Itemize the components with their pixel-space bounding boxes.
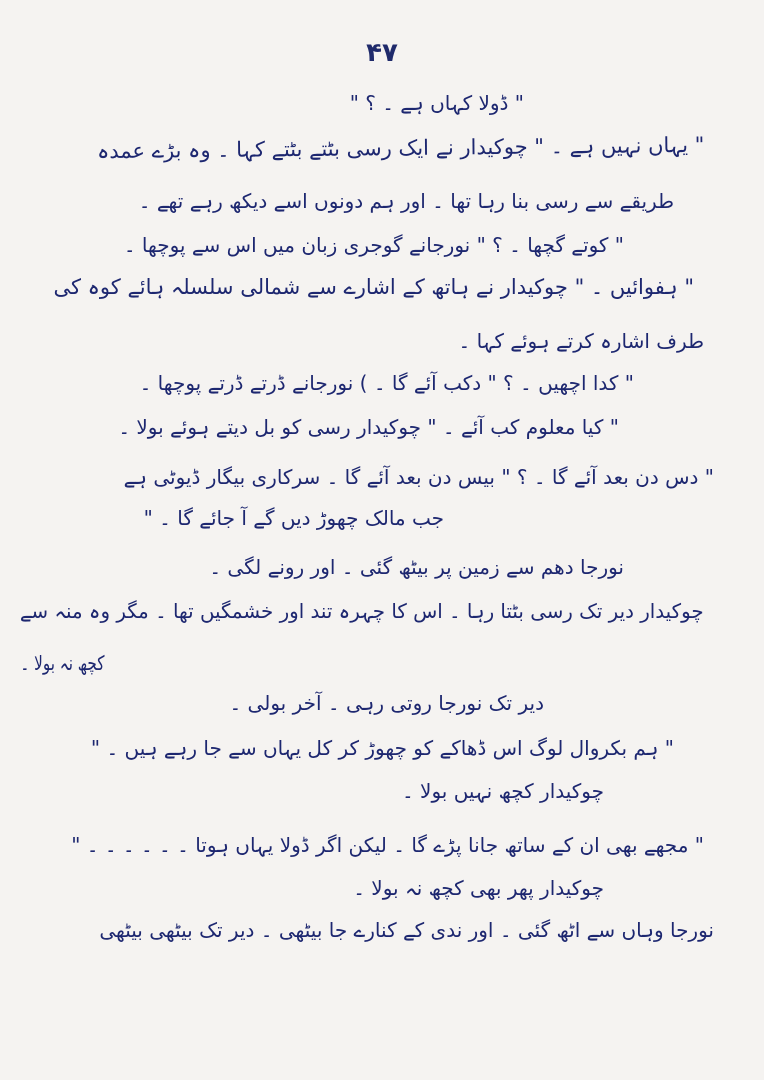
text-line-12: چوکیدار دیر تک رسی بٹتا رہا ۔ اس کا چہرہ تند اور خشمگیں تھا ۔ مگر وہ منہ سے bbox=[20, 599, 704, 623]
text-line-7: " کدا اچھیں ۔ ؟ " دکب آئے گا ۔ ) نورجانے ڈرتے ڈرتے پوچھا ۔ bbox=[139, 371, 634, 395]
text-line-8: " کیا معلوم کب آئے ۔ " چوکیدار رسی کو بل دیتے ہوئے بولا ۔ bbox=[118, 415, 619, 439]
text-line-18: چوکیدار پھر بھی کچھ نہ بولا ۔ bbox=[353, 876, 604, 900]
text-line-15: " ہم بکروال لوگ اس ڈھاکے کو چھوڑ کر کل یہاں سے جا رہے ہیں ۔ " bbox=[90, 736, 674, 760]
text-line-13: کچھ نہ بولا ۔ bbox=[19, 651, 104, 675]
text-line-1: " ڈولا کہاں ہے ۔ ؟ " bbox=[349, 91, 524, 115]
text-line-3: طریقے سے رسی بنا رہا تھا ۔ اور ہم دونوں اسے دیکھ رہے تھے ۔ bbox=[138, 189, 674, 213]
text-line-11: نورجا دھم سے زمین پر بیٹھ گئی ۔ اور رونے لگی ۔ bbox=[209, 555, 624, 579]
text-line-16: چوکیدار کچھ نہیں بولا ۔ bbox=[401, 779, 604, 803]
text-line-5: " ہفوائیں ۔ " چوکیدار نے ہاتھ کے اشارے سے شمالی سلسلہ ہائے کوہ کی bbox=[53, 275, 694, 299]
text-line-10: جب مالک چھوڑ دیں گے آ جائے گا ۔ " bbox=[143, 506, 444, 530]
text-line-19: نورجا وہاں سے اٹھ گئی ۔ اور ندی کے کنارے جا بیٹھی ۔ دیر تک بیٹھی بیٹھی bbox=[99, 918, 714, 942]
text-line-9: " دس دن بعد آئے گا ۔ ؟ " بیس دن بعد آئے گا ۔ سرکاری بیگار ڈیوٹی ہے bbox=[123, 465, 714, 489]
text-line-2: " یہاں نہیں ہے ۔ " چوکیدار نے ایک رسی بٹتے بٹتے کہا ۔ وہ بڑے عمدہ bbox=[96, 132, 705, 164]
page-number: ۴۷ bbox=[366, 38, 398, 68]
text-line-4: " کوتے گچھا ۔ ؟ " نورجانے گوجری زبان میں اس سے پوچھا ۔ bbox=[123, 233, 624, 257]
text-line-17: " مجھے بھی ان کے ساتھ جانا پڑے گا ۔ لیکن اگر ڈولا یہاں ہوتا ۔ ۔ ۔ ۔ ۔ ۔ " bbox=[71, 833, 704, 857]
text-line-14: دیر تک نورجا روتی رہی ۔ آخر بولی ۔ bbox=[229, 691, 544, 715]
text-line-6: طرف اشارہ کرتے ہوئے کہا ۔ bbox=[458, 329, 704, 353]
